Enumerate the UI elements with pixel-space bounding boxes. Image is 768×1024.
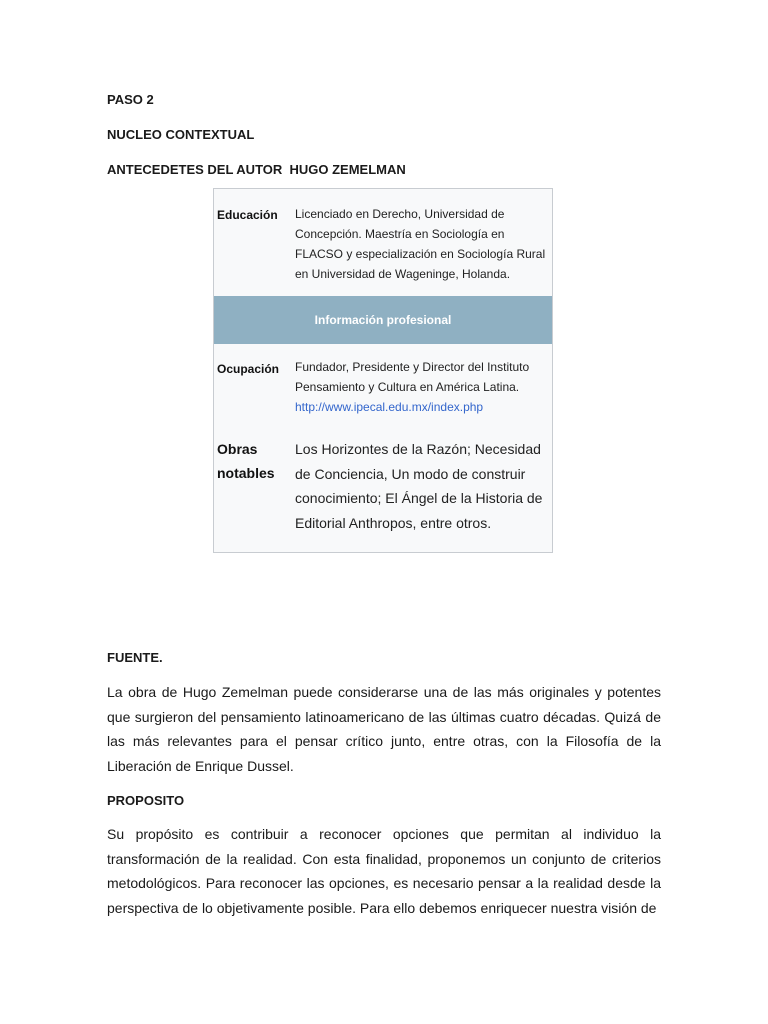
ocupacion-value — [295, 357, 547, 417]
heading-paso: PASO 2 — [107, 92, 154, 107]
obras-label: Obras notables — [217, 441, 275, 481]
proposito-paragraph: Su propósito es contribuir a reconocer opciones que permitan al individuo la transformación de la realidad. Con esta finalidad, proponemos un conjunto de criterios metodológicos. Para reconocer las opciones, es necesario pensar a la realidad desde la perspectiva de lo objetivamente posible. Para ello debemos enriquecer nuestra visión de — [107, 826, 661, 916]
heading-proposito: PROPOSITO — [107, 793, 185, 808]
ocupacion-text: Fundador, Presidente y Director del Instituto Pensamiento y Cultura en América Latina. — [295, 360, 530, 394]
ocupacion-label: Ocupación — [217, 362, 280, 376]
heading-nucleo: NUCLEO CONTEXTUAL — [107, 127, 255, 142]
fuente-paragraph: La obra de Hugo Zemelman puede considerarse una de las más originales y potentes que surgieron del pensamiento latinoamericano de las últimas cuatro décadas. Quizá de las más relevantes para el pensar crítico junto, entre otras, con la Filosofía de la Liberación de Enrique Dussel. — [107, 684, 661, 774]
obras-value: Los Horizontes de la Razón; Necesidad de Conciencia, Un modo de construir conocimiento; El Ángel de la Historia de Editorial Anthropos, entre otros. — [295, 441, 543, 531]
educacion-label: Educación — [217, 208, 278, 222]
section-header-informacion: Información profesional — [214, 296, 552, 344]
heading-fuente: FUENTE. — [107, 650, 163, 665]
ipecal-link[interactable]: http://www.ipecal.edu.mx/index.php — [295, 400, 484, 414]
educacion-value: Licenciado en Derecho, Universidad de Concepción. Maestría en Sociología en FLACSO y especialización en Sociología Rural en Universidad de Wageninge, Holanda. — [295, 207, 546, 281]
author-infobox — [213, 188, 553, 553]
heading-antecedentes: ANTECEDETES DEL AUTOR HUGO ZEMELMAN — [107, 162, 406, 177]
